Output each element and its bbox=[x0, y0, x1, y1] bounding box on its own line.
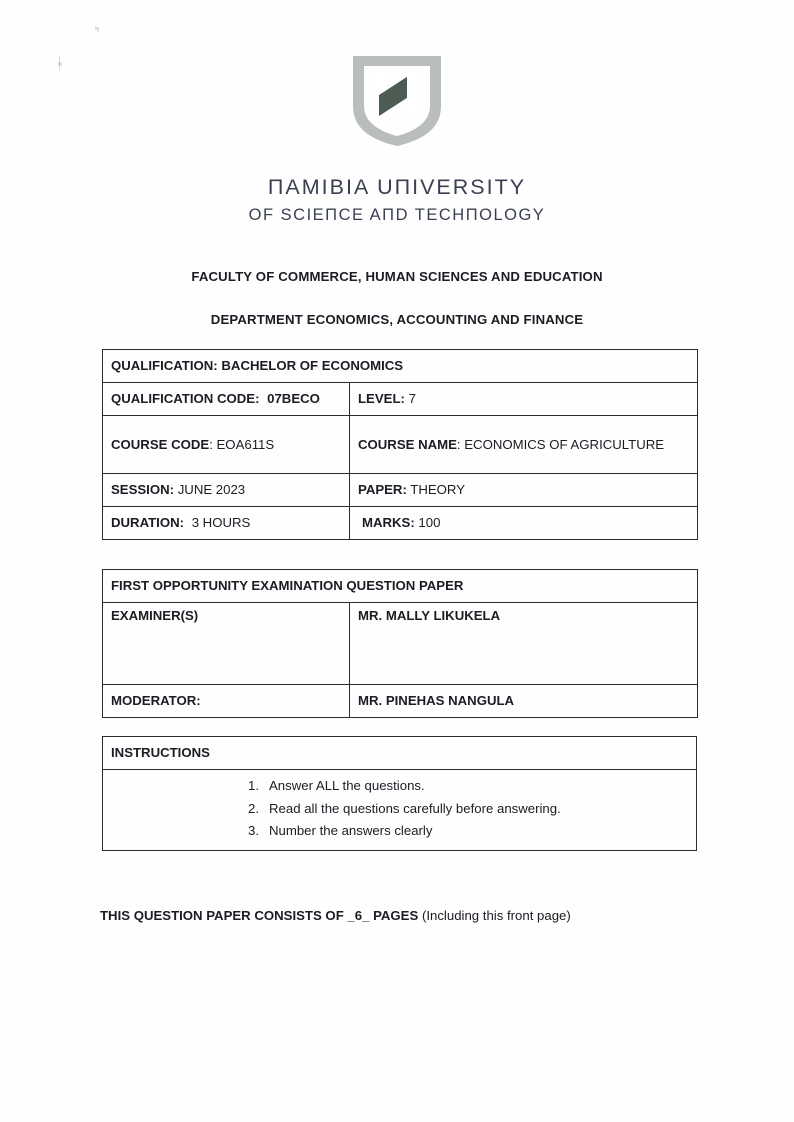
course-code-value: : EOA611S bbox=[209, 436, 275, 452]
instruction-text: Read all the questions carefully before answering. bbox=[269, 800, 561, 816]
instruction-number: 3. bbox=[248, 823, 259, 839]
session-cell bbox=[103, 474, 350, 507]
instruction-text: Number the answers clearly bbox=[269, 823, 433, 839]
table-row bbox=[103, 474, 698, 507]
qualification-code-label: QUALIFICATION CODE: bbox=[111, 391, 260, 406]
moderator-label: MODERATOR: bbox=[111, 693, 201, 708]
table-row bbox=[103, 570, 698, 603]
exam-paper-title-cell bbox=[103, 570, 698, 603]
session-label: SESSION: bbox=[111, 482, 175, 497]
institution-logo-block bbox=[0, 52, 794, 226]
paper-value: THEORY bbox=[410, 482, 466, 497]
instruction-text: Answer ALL the questions. bbox=[269, 778, 425, 793]
examiner-label: EXAMINER(S) bbox=[111, 608, 199, 623]
course-code-label: COURSE CODE bbox=[111, 436, 210, 452]
instructions-title-cell bbox=[103, 737, 697, 770]
faculty-heading: FACULTY OF COMMERCE, HUMAN SCIENCES AND EDUCATION bbox=[191, 269, 603, 284]
exam-paper-title: FIRST OPPORTUNITY EXAMINATION QUESTION PAPER bbox=[111, 578, 464, 593]
moderator-value: MR. PINEHAS NANGULA bbox=[358, 693, 515, 708]
instructions-title: INSTRUCTIONS bbox=[111, 745, 210, 760]
nust-shield-logo-icon bbox=[343, 52, 451, 148]
qualification-details-table bbox=[102, 349, 698, 540]
qualification-value: BACHELOR OF ECONOMICS bbox=[221, 358, 404, 373]
marks-cell bbox=[350, 507, 698, 540]
level-label: LEVEL: bbox=[358, 391, 405, 406]
marks-label: MARKS: bbox=[362, 515, 415, 530]
institution-name-line2: OF SCIEΠCE AΠD TECHΠOLOGY bbox=[248, 205, 546, 224]
table-row bbox=[103, 603, 698, 685]
table-row bbox=[103, 737, 697, 770]
table-row bbox=[103, 507, 698, 540]
page-count-light: (Including this front page) bbox=[418, 908, 571, 923]
marks-value: 100 bbox=[418, 515, 441, 530]
examiner-value-cell bbox=[350, 603, 698, 685]
page-count-note bbox=[100, 908, 571, 923]
duration-cell bbox=[103, 507, 350, 540]
scan-artifact-speck bbox=[97, 30, 99, 32]
department-heading: DEPARTMENT ECONOMICS, ACCOUNTING AND FINANCE bbox=[210, 312, 584, 327]
paper-cell bbox=[350, 474, 698, 507]
examination-details-table bbox=[102, 569, 698, 718]
examiner-value: MR. MALLY LIKUKELA bbox=[358, 608, 501, 623]
table-row bbox=[103, 685, 698, 718]
instruction-number: 1. bbox=[248, 778, 259, 793]
instructions-list-cell bbox=[103, 770, 697, 851]
table-row bbox=[103, 416, 698, 474]
course-name-label: COURSE NAME bbox=[358, 436, 457, 452]
list-item bbox=[231, 820, 688, 843]
instruction-number: 2. bbox=[248, 800, 259, 816]
table-row bbox=[103, 770, 697, 851]
list-item bbox=[231, 775, 688, 798]
examiner-label-cell bbox=[103, 603, 350, 685]
course-name-cell bbox=[350, 416, 698, 474]
qualification-cell bbox=[103, 350, 698, 383]
table-row bbox=[103, 383, 698, 416]
moderator-label-cell bbox=[103, 685, 350, 718]
moderator-value-cell bbox=[350, 685, 698, 718]
list-item bbox=[231, 798, 688, 821]
qualification-code-cell bbox=[103, 383, 350, 416]
course-code-cell bbox=[103, 416, 350, 474]
level-value: 7 bbox=[408, 391, 416, 406]
instructions-list bbox=[231, 774, 688, 845]
duration-value: 3 HOURS bbox=[191, 515, 251, 530]
institution-name-line1: ΠΑΜΙΒΙΑ UΠIVERSITY bbox=[267, 175, 527, 199]
course-name-value: : ECONOMICS OF AGRICULTURE bbox=[456, 436, 665, 452]
qualification-code-value: 07BECO bbox=[267, 391, 320, 406]
duration-label: DURATION: bbox=[111, 515, 185, 530]
institution-wordmark bbox=[249, 174, 546, 226]
page-count-strong: THIS QUESTION PAPER CONSISTS OF _6_ PAGES bbox=[100, 908, 419, 923]
table-row bbox=[103, 350, 698, 383]
qualification-label: QUALIFICATION: bbox=[111, 358, 218, 373]
level-cell bbox=[350, 383, 698, 416]
instructions-table bbox=[102, 736, 697, 851]
session-value: JUNE 2023 bbox=[177, 482, 246, 497]
paper-label: PAPER: bbox=[358, 482, 407, 497]
